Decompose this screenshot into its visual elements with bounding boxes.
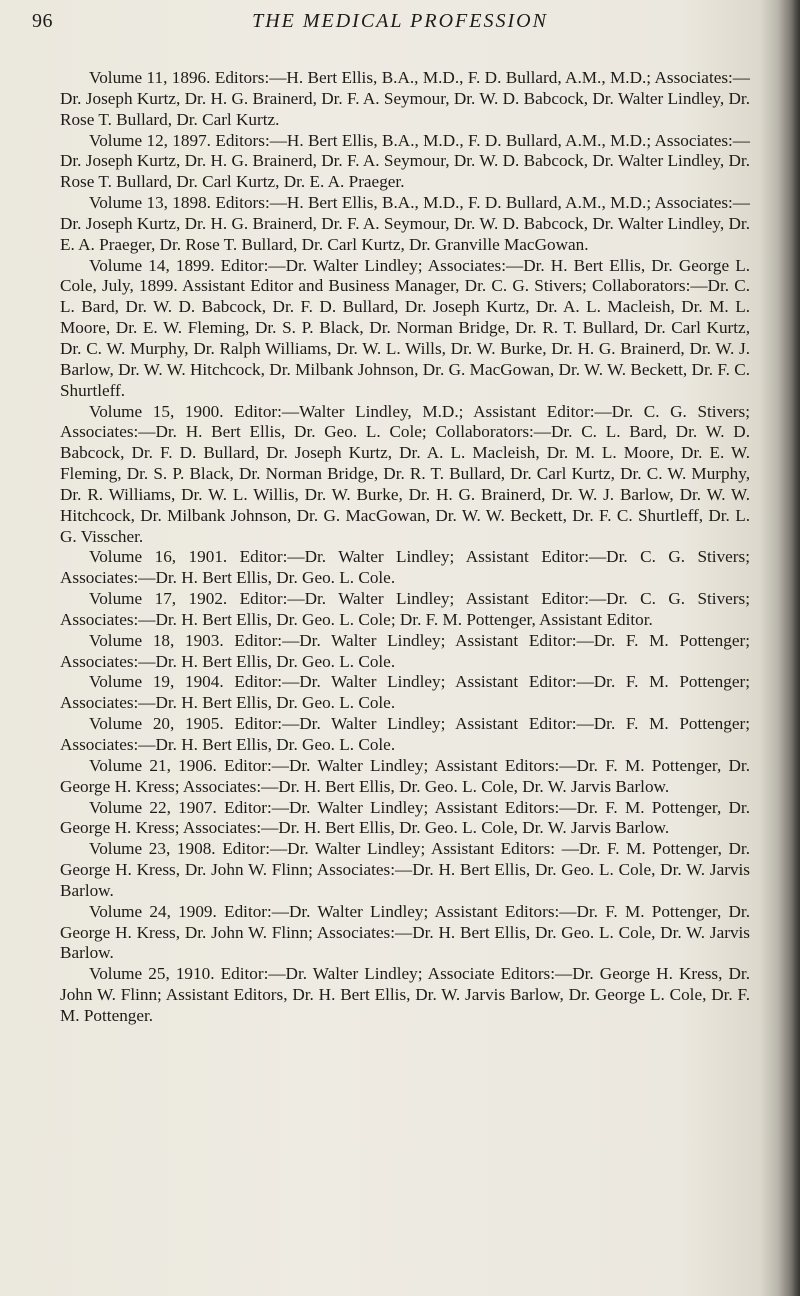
paragraph-volume-18: Volume 18, 1903. Editor:—Dr. Walter Lindley; Assistant Editor:—Dr. F. M. Pottenger; Associates:—Dr. H. Bert Ellis, Dr. Geo. L. Cole.: [60, 630, 750, 671]
paragraph-volume-19: Volume 19, 1904. Editor:—Dr. Walter Lindley; Assistant Editor:—Dr. F. M. Pottenger; Associates:—Dr. H. Bert Ellis, Dr. Geo. L. Cole.: [60, 672, 750, 713]
page-header: [30, 10, 770, 40]
paragraph-volume-12: Volume 12, 1897. Editors:—H. Bert Ellis, B.A., M.D., F. D. Bullard, A.M., M.D.; Associates:—Dr. Joseph Kurtz, Dr. H. G. Brainerd, Dr. F. A. Seymour, Dr. W. D. Babcock, Dr. Walter Lindley, Dr. Rose T. Bullard, Dr. Carl Kurtz, Dr. E. A. Praeger.: [60, 130, 750, 192]
paragraph-volume-11: Volume 11, 1896. Editors:—H. Bert Ellis, B.A., M.D., F. D. Bullard, A.M., M.D.; Associates:—Dr. Joseph Kurtz, Dr. H. G. Brainerd, Dr. F. A. Seymour, Dr. W. D. Babcock, Dr. Walter Lindley, Dr. Rose T. Bullard, Dr. Carl Kurtz.: [60, 68, 750, 129]
paragraph-volume-16: Volume 16, 1901. Editor:—Dr. Walter Lindley; Assistant Editor:—Dr. C. G. Stivers; Associates:—Dr. H. Bert Ellis, Dr. Geo. L. Cole.: [60, 547, 750, 588]
paragraph-volume-25: Volume 25, 1910. Editor:—Dr. Walter Lindley; Associate Editors:—Dr. George H. Kress, Dr. John W. Flinn; Assistant Editors, Dr. H. Bert Ellis, Dr. W. Jarvis Barlow, Dr. George L. Cole, Dr. F. M. Pottenger.: [60, 964, 750, 1025]
paragraph-volume-15: Volume 15, 1900. Editor:—Walter Lindley, M.D.; Assistant Editor:—Dr. C. G. Stivers; Associates:—Dr. H. Bert Ellis, Dr. Geo. L. Cole; Collaborators:—Dr. C. L. Bard, Dr. W. D. Babcock, Dr. F. D. Bullard, Dr. Joseph Kurtz, Dr. A. L. Macleish, Dr. M. L. Moore, Dr. E. W. Fleming, Dr. S. P. Black, Dr. Norman Bridge, Dr. R. T. Bullard, Dr. Carl Kurtz, Dr. C. W. Murphy, Dr. R. Williams, Dr. W. L. Willis, Dr. W. Burke, Dr. H. G. Brainerd, Dr. W. J. Barlow, Dr. W. W. Hitchcock, Dr. Milbank Johnson, Dr. G. MacGowan, Dr. W. W. Beckett, Dr. F. C. Shurtleff, Dr. L. G. Visscher.: [60, 401, 750, 546]
page-edge-shadow: [778, 0, 800, 1296]
paragraph-volume-20: Volume 20, 1905. Editor:—Dr. Walter Lindley; Assistant Editor:—Dr. F. M. Pottenger; Associates:—Dr. H. Bert Ellis, Dr. Geo. L. Cole.: [60, 714, 750, 754]
paragraph-volume-13: Volume 13, 1898. Editors:—H. Bert Ellis, B.A., M.D., F. D. Bullard, A.M., M.D.; Associates:—Dr. Joseph Kurtz, Dr. H. G. Brainerd, Dr. F. A. Seymour, Dr. W. D. Babcock, Dr. Walter Lindley, Dr. E. A. Praeger, Dr. Rose T. Bullard, Dr. Carl Kurtz, Dr. Granville MacGowan.: [60, 193, 750, 254]
paragraph-volume-21: Volume 21, 1906. Editor:—Dr. Walter Lindley; Assistant Editors:—Dr. F. M. Pottenger, Dr. George H. Kress; Associates:—Dr. H. Bert Ellis, Dr. Geo. L. Cole, Dr. W. Jarvis Barlow.: [60, 755, 750, 796]
body-text: [60, 68, 750, 1027]
paragraph-volume-24: Volume 24, 1909. Editor:—Dr. Walter Lindley; Assistant Editors:—Dr. F. M. Pottenger, Dr. George H. Kress, Dr. John W. Flinn; Associates:—Dr. H. Bert Ellis, Dr. Geo. L. Cole, Dr. W. Jarvis Barlow.: [60, 901, 750, 963]
paragraph-volume-17: Volume 17, 1902. Editor:—Dr. Walter Lindley; Assistant Editor:—Dr. C. G. Stivers; Associates:—Dr. H. Bert Ellis, Dr. Geo. L. Cole; Dr. F. M. Pottenger, Assistant Editor.: [60, 589, 750, 629]
page-number: 96: [32, 10, 53, 32]
running-title: THE MEDICAL PROFESSION: [252, 10, 548, 32]
paragraph-volume-23: Volume 23, 1908. Editor:—Dr. Walter Lindley; Assistant Editors: —Dr. F. M. Pottenger, Dr. George H. Kress, Dr. John W. Flinn; Associates:—Dr. H. Bert Ellis, Dr. Geo. L. Cole, Dr. W. Jarvis Barlow.: [60, 839, 750, 900]
paragraph-volume-22: Volume 22, 1907. Editor:—Dr. Walter Lindley; Assistant Editors:—Dr. F. M. Pottenger, Dr. George H. Kress; Associates:—Dr. H. Bert Ellis, Dr. Geo. L. Cole, Dr. W. Jarvis Barlow.: [60, 797, 750, 838]
paragraph-volume-14: Volume 14, 1899. Editor:—Dr. Walter Lindley; Associates:—Dr. H. Bert Ellis, Dr. George L. Cole, July, 1899. Assistant Editor and Business Manager, Dr. C. G. Stivers; Collaborators:—Dr. C. L. Bard, Dr. W. D. Babcock, Dr. F. D. Bullard, Dr. Joseph Kurtz, Dr. A. L. Macleish, Dr. M. L. Moore, Dr. E. W. Fleming, Dr. S. P. Black, Dr. Norman Bridge, Dr. R. T. Bullard, Dr. Carl Kurtz, Dr. C. W. Murphy, Dr. Ralph Williams, Dr. W. L. Wills, Dr. W. Burke, Dr. H. G. Brainerd, Dr. W. J. Barlow, Dr. W. W. Hitchcock, Dr. Milbank Johnson, Dr. G. MacGowan, Dr. W. W. Beckett, Dr. F. C. Shurtleff.: [60, 255, 750, 400]
